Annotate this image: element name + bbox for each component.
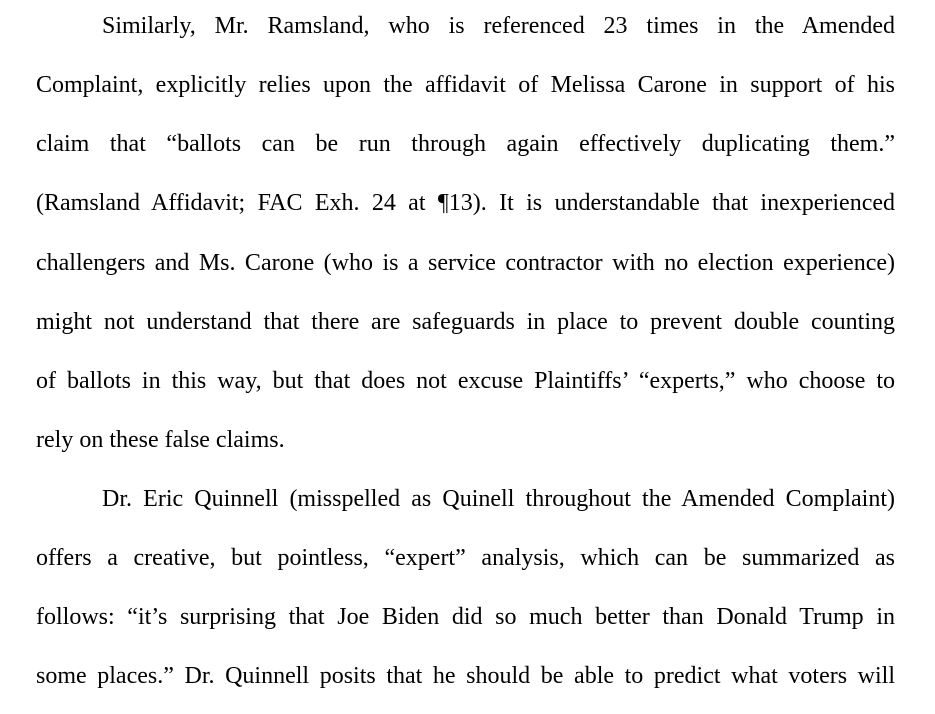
text-line: (Ramsland Affidavit; FAC Exh. 24 at ¶13). It is understandable that inexperienced <box>36 190 895 216</box>
text-line: Dr. Eric Quinnell (misspelled as Quinell throughout the Amended Complaint) <box>102 486 895 512</box>
text-line: challengers and Ms. Carone (who is a service contractor with no election experience) <box>36 250 895 276</box>
text-line: of ballots in this way, but that does not excuse Plaintiffs’ “experts,” who choose to <box>36 368 895 394</box>
text-line: Similarly, Mr. Ramsland, who is referenced 23 times in the Amended <box>102 13 895 39</box>
text-line: some places.” Dr. Quinnell posits that he should be able to predict what voters will <box>36 663 895 689</box>
text-line: offers a creative, but pointless, “expert” analysis, which can be summarized as <box>36 545 895 571</box>
text-line: follows: “it’s surprising that Joe Biden did so much better than Donald Trump in <box>36 604 895 630</box>
text-line: claim that “ballots can be run through again effectively duplicating them.” <box>36 131 895 157</box>
text-line: might not understand that there are safeguards in place to prevent double counting <box>36 309 895 335</box>
text-line: Complaint, explicitly relies upon the affidavit of Melissa Carone in support of his <box>36 72 895 98</box>
text-line: rely on these false claims. <box>36 427 285 453</box>
